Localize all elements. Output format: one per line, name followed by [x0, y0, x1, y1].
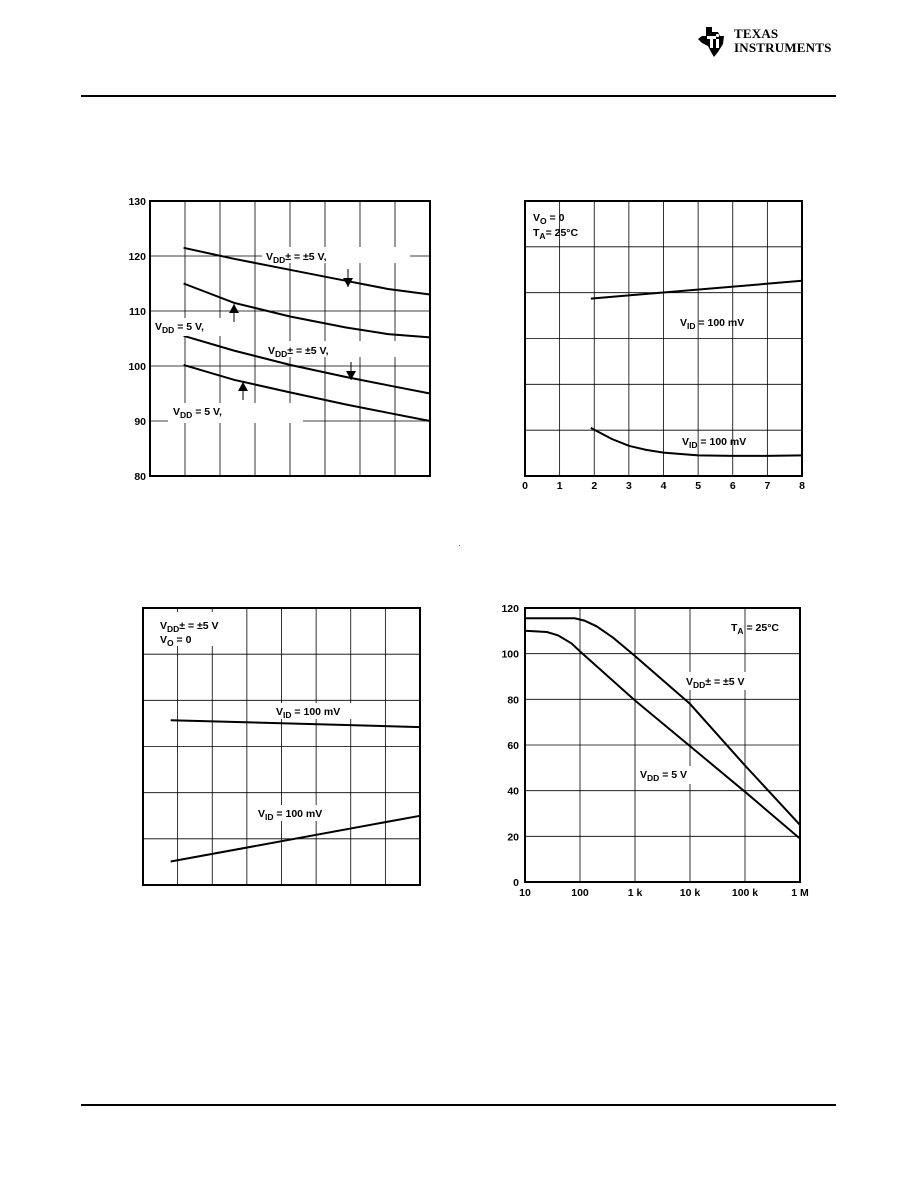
c1-x-tick-label: 8	[799, 480, 805, 492]
c3-annotation-label: $V_{DD}\pm = \pm 5$ V	[686, 676, 745, 690]
c3-annotation-label: $V_{DD} = 5$ V	[640, 769, 688, 783]
c3-y-tick-label: 60	[507, 740, 519, 752]
c1-x-tick-label: 2	[591, 480, 598, 492]
c1-annotation-label: $V_{ID} = 100$ mV	[682, 436, 747, 450]
logo-line2: INSTRUMENTS	[734, 40, 832, 55]
c1-x-tick-label: 6	[729, 480, 736, 492]
c3-y-tick-label: 80	[507, 694, 519, 707]
c1-x-tick-label: 7	[764, 480, 771, 492]
c3-series-line	[525, 618, 800, 825]
c1-x-tick-label: 0	[522, 480, 528, 492]
c0-y-tick-label: 120	[128, 251, 146, 263]
c2-condition-label: $V_O = 0$	[160, 634, 192, 648]
c0-y-tick-label: 110	[129, 306, 146, 318]
c1-condition-label: $V_O = 0$	[533, 212, 565, 226]
c3-x-tick-label: 100	[571, 887, 589, 899]
c3-x-tick-label: 1 k	[627, 887, 643, 899]
c3-y-tick-label: 20	[507, 831, 519, 844]
c3-x-tick-label: 10	[519, 887, 531, 899]
c3-y-tick-label: 120	[501, 603, 519, 615]
c3-x-tick-label: 1 M	[791, 887, 809, 899]
c3-series-line	[525, 631, 800, 839]
c1-annotation-label: $V_{ID} = 100$ mV	[680, 317, 745, 331]
c1-x-tick-label: 4	[660, 480, 667, 492]
c1-x-tick-label: 1	[556, 480, 563, 492]
c1-series-line	[591, 281, 802, 299]
c0-y-tick-label: 90	[134, 416, 146, 428]
c1-x-tick-label: 5	[695, 480, 702, 492]
c0-y-tick-label: 80	[134, 471, 146, 483]
c3-y-tick-label: 100	[501, 648, 519, 661]
c1-condition-label: $T_A= 25^\circ C$	[533, 227, 579, 241]
c0-annotation-label: $V_{DD} = 5$ V,	[173, 406, 222, 420]
c3-condition-label: $T_A = 25^\circ C$	[731, 622, 779, 636]
c3-x-tick-label: 100 k	[731, 887, 759, 899]
c0-annotation-label: $V_{DD} = 5$ V,	[155, 321, 204, 335]
c3-x-tick-label: 10 k	[679, 887, 701, 899]
logo-line1: TEXAS	[734, 26, 779, 41]
c0-annotation-label: $V_{DD}\pm = \pm 5$ V,	[268, 345, 329, 359]
c3-y-tick-label: 0	[513, 877, 519, 889]
c0-annotation-label: $V_{DD}\pm = \pm 5$ V,	[266, 251, 327, 265]
c0-y-tick-label: 100	[128, 361, 146, 373]
c2-condition-label: $V_{DD}\pm = \pm 5$ V	[160, 620, 219, 634]
c2-annotation-label: $V_{ID} = 100$ mV	[258, 808, 323, 822]
c2-series-line	[171, 720, 420, 727]
c0-y-tick-label: 130	[128, 196, 146, 208]
c1-x-tick-label: 3	[625, 480, 632, 492]
c3-y-tick-label: 40	[507, 785, 519, 798]
c2-annotation-label: $V_{ID} = 100$ mV	[276, 706, 341, 720]
